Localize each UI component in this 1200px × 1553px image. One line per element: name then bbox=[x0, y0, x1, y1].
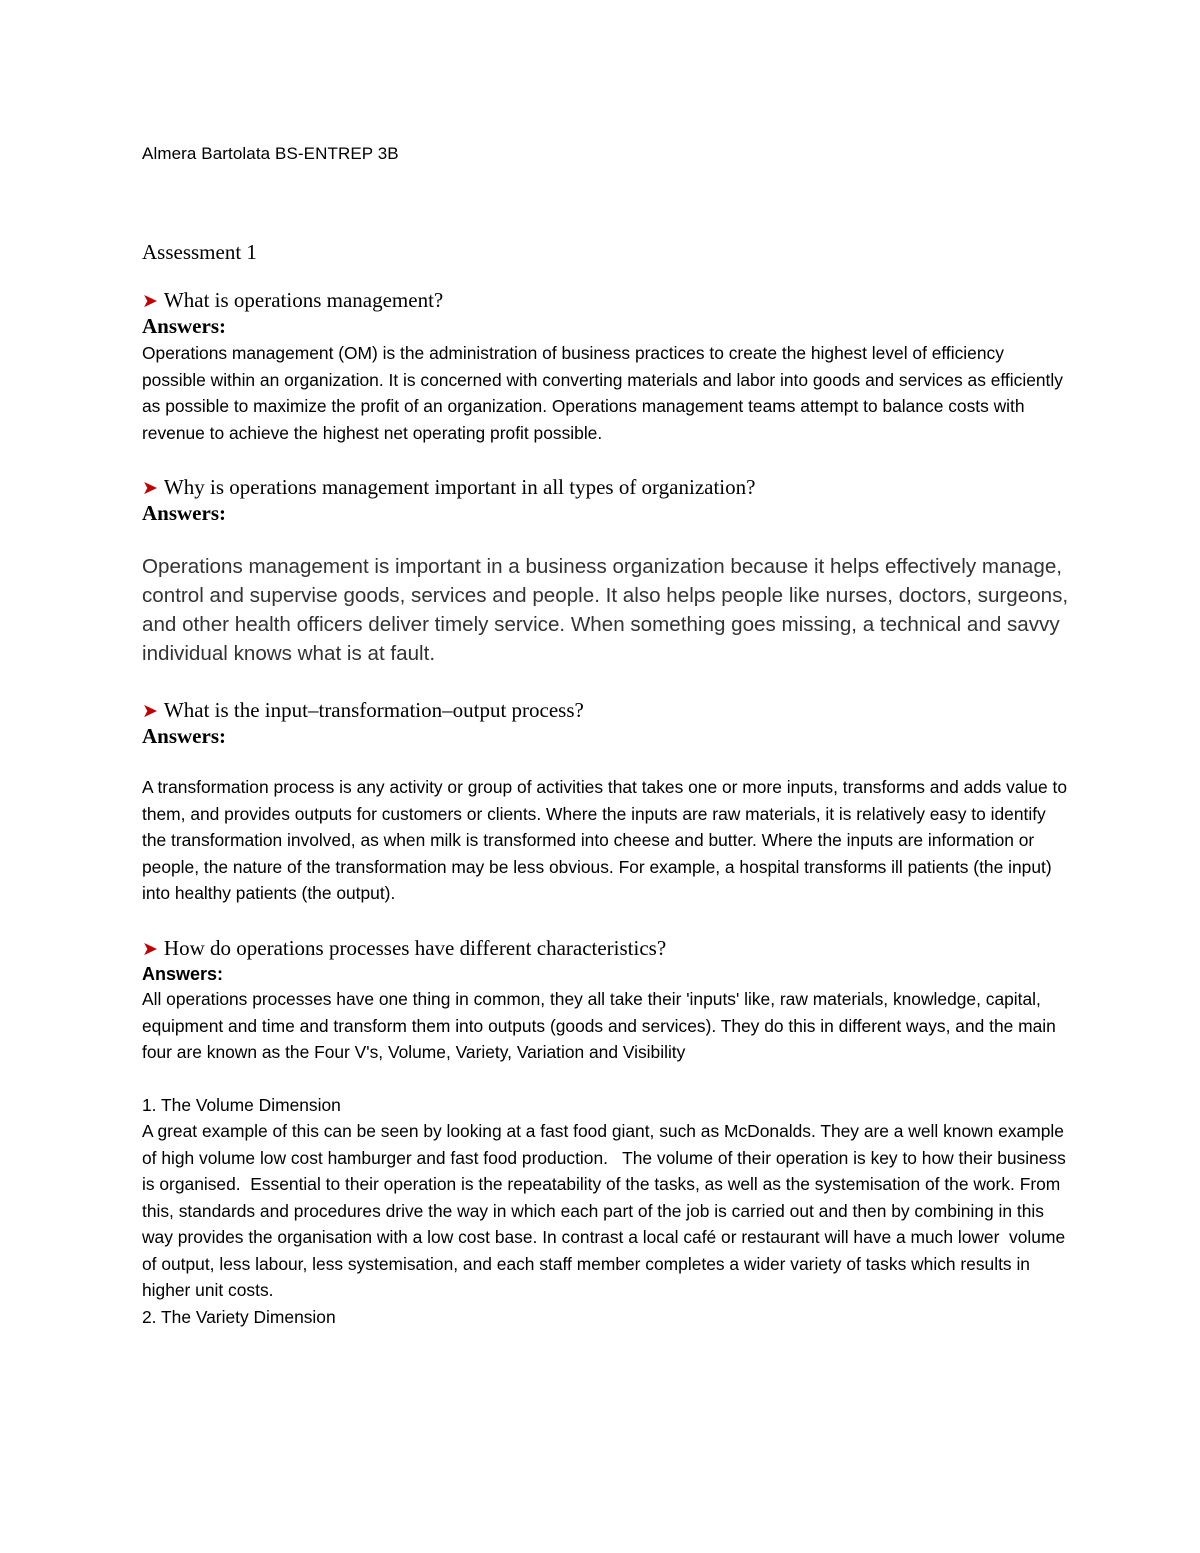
question-section-4 bbox=[142, 935, 1072, 1330]
spacer bbox=[142, 525, 1072, 552]
answers-label-3: Answers: bbox=[142, 724, 226, 748]
answer-3-text: A transformation process is any activity or group of activities that takes one or more inputs, transforms and adds value to them, and provides outputs for customers or clients. Where the inputs are raw materials, it is relatively easy to identify the transformation involved, as when milk is transformed into cheese and butter. Where the inputs are information or people, the nature of the transformation may be less obvious. For example, a hospital transforms ill patients (the input) into healthy patients (the output). bbox=[142, 777, 1068, 903]
question-section-1 bbox=[142, 287, 1072, 446]
arrow-bullet-icon: ➤ bbox=[142, 477, 158, 499]
question-4 bbox=[142, 935, 1072, 962]
question-3-text: What is the input–transformation–output process? bbox=[163, 698, 584, 722]
author-line: Almera Bartolata BS-ENTREP 3B bbox=[142, 144, 399, 163]
answer-1-text: Operations management (OM) is the administration of business practices to create the highest level of efficiency possible within an organization. It is concerned with converting materials and labor into goods and services as efficiently as possible to maximize the profit of an organization. Operations management teams attempt to balance costs with revenue to achieve the highest net operating profit possible. bbox=[142, 343, 1063, 443]
question-2 bbox=[142, 474, 1072, 501]
question-4-text: How do operations processes have different characteristics? bbox=[163, 936, 667, 960]
spacer bbox=[142, 1066, 1072, 1092]
variety-dimension-heading: 2. The Variety Dimension bbox=[142, 1306, 336, 1327]
arrow-bullet-icon: ➤ bbox=[142, 700, 158, 722]
question-section-2 bbox=[142, 474, 1072, 668]
question-3 bbox=[142, 697, 1072, 724]
question-2-text: Why is operations management important in all types of organization? bbox=[163, 475, 756, 499]
question-1 bbox=[142, 287, 1072, 314]
arrow-bullet-icon: ➤ bbox=[142, 290, 158, 312]
answers-label-4: Answers: bbox=[142, 964, 224, 984]
spacer bbox=[142, 748, 1072, 774]
arrow-bullet-icon: ➤ bbox=[142, 938, 158, 960]
assessment-title: Assessment 1 bbox=[142, 240, 257, 264]
answer-4-text: All operations processes have one thing in common, they all take their 'inputs' like, raw materials, knowledge, capital, equipment and time and transform them into outputs (goods and services). They do this in different ways, and the main four are known as the Four V's, Volume, Variety, Variation and Visibility bbox=[142, 989, 1056, 1062]
volume-dimension-heading: 1. The Volume Dimension bbox=[142, 1094, 341, 1115]
question-1-text: What is operations management? bbox=[163, 288, 444, 312]
answer-2-text: Operations management is important in a business organization because it helps effectively manage, control and supervise goods, services and people. It also helps people like nurses, doctors, surgeons, and other health officers deliver timely service. When something goes missing, a technical and savvy individual knows what is at fault. bbox=[142, 555, 1069, 665]
answers-label-1: Answers: bbox=[142, 314, 226, 338]
answers-label-2: Answers: bbox=[142, 501, 226, 525]
volume-dimension-text: A great example of this can be seen by looking at a fast food giant, such as McDonalds. They are a well known example of high volume low cost hamburger and fast food production. The volume of their operation is key to how their business is organised. Essential to their operation is the repeatability of the tasks, as well as the systemisation of the work. From this, standards and procedures drive the way in which each part of the job is carried out and then by combining in this way provides the organisation with a low cost base. In contrast a local café or restaurant will have a much lower volume of output, less labour, less systemisation, and each staff member completes a wider variety of tasks which results in higher unit costs. bbox=[142, 1121, 1071, 1300]
question-section-3 bbox=[142, 697, 1072, 907]
